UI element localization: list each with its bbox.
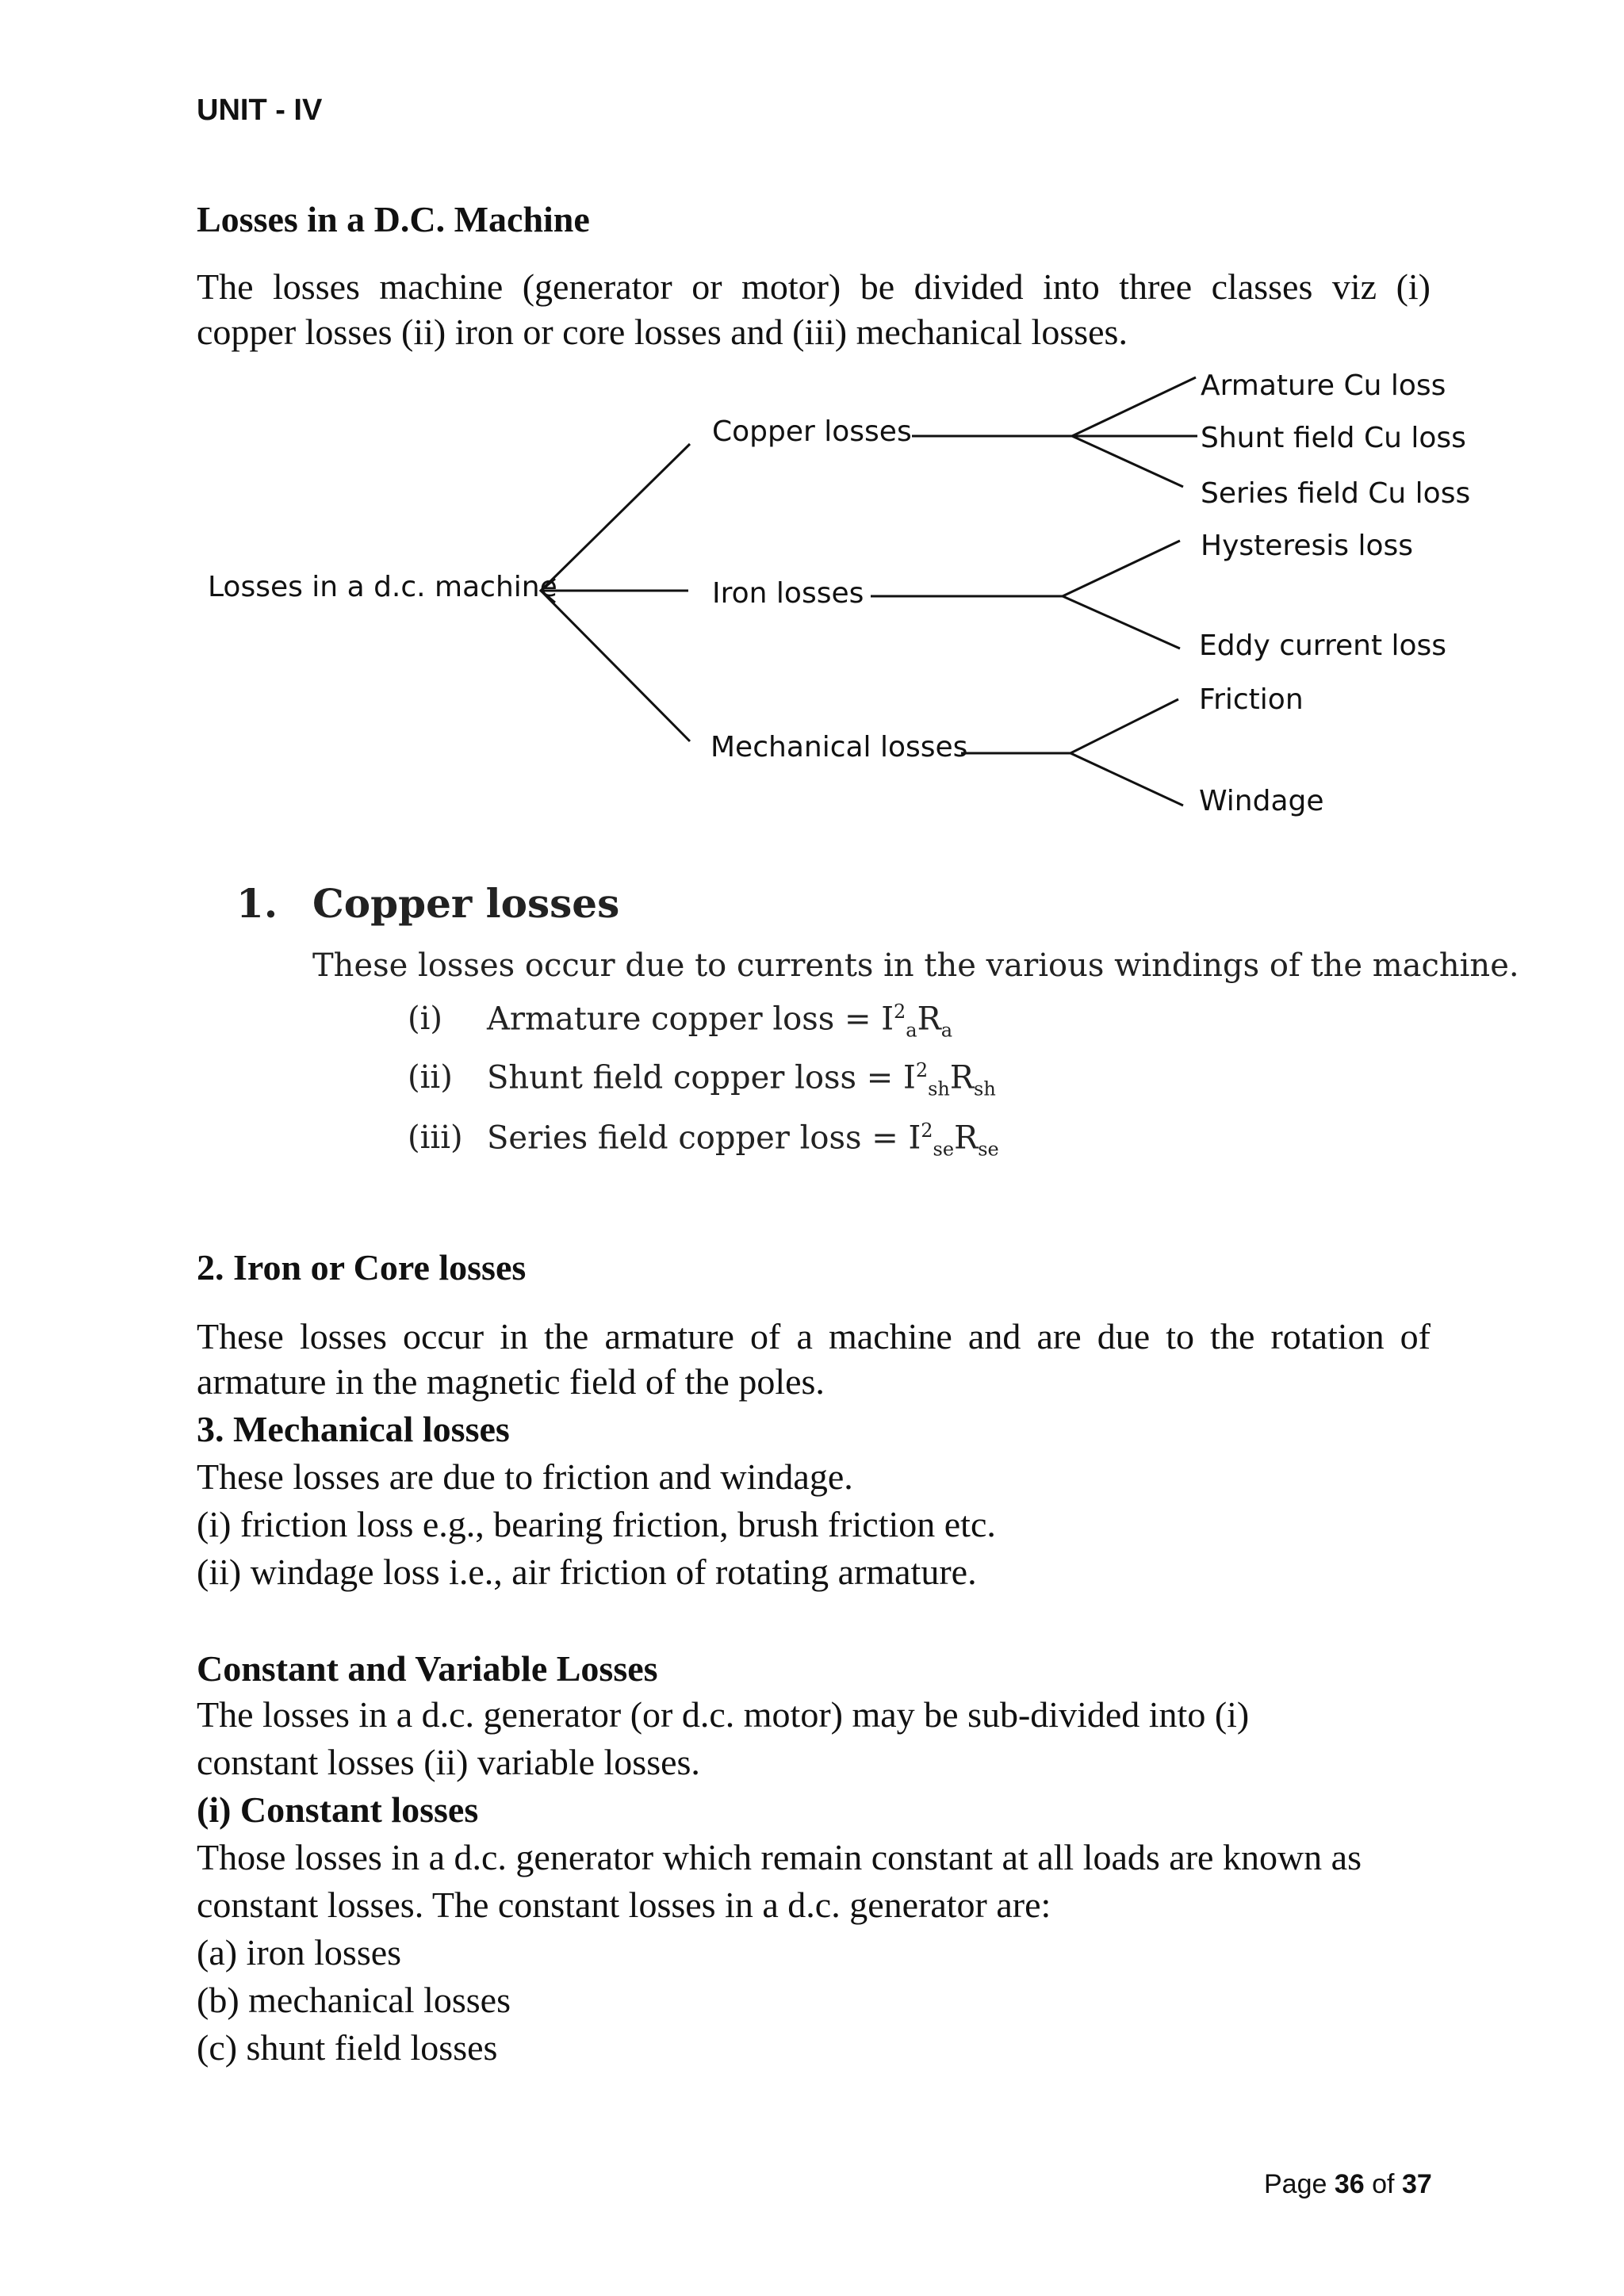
diagram-root-label: Losses in a d.c. machine	[208, 571, 557, 603]
copper-item-r: R	[917, 1001, 941, 1038]
diagram-leaf-series-cu: Series field Cu loss	[1201, 477, 1471, 510]
constant-loss-item-iron: (a) iron losses	[197, 1932, 402, 1973]
diagram-leaf-friction: Friction	[1199, 683, 1304, 716]
diagram-leaf-hysteresis: Hysteresis loss	[1201, 530, 1414, 562]
mechanical-section-title: 3. Mechanical losses	[197, 1409, 510, 1449]
copper-item-text: Shunt field copper loss = I	[487, 1059, 916, 1096]
diagram-branch-copper: Copper losses	[712, 415, 912, 448]
copper-item-sub: se	[933, 1138, 955, 1161]
page-number-total: 37	[1401, 2169, 1432, 2199]
copper-item-sup: 2	[915, 1059, 929, 1081]
constant-variable-line-3: Those losses in a d.c. generator which remain constant at all loads are known as	[197, 1837, 1362, 1877]
page-number	[1264, 2169, 1432, 2200]
constant-loss-item-mechanical: (b) mechanical losses	[197, 1980, 511, 2020]
copper-item-armature	[408, 1001, 952, 1041]
diagram-branch-iron: Iron losses	[712, 577, 864, 610]
iron-hysteresis-connector	[1063, 541, 1180, 596]
mechanical-friction-connector	[1071, 699, 1178, 753]
copper-item-sup: 2	[921, 1119, 933, 1142]
iron-line-2: armature in the magnetic field of the poles.	[197, 1361, 825, 1402]
mechanical-windage-connector	[1071, 753, 1183, 806]
copper-item-sub: a	[940, 1019, 953, 1042]
copper-item-number: (i)	[408, 1001, 443, 1038]
copper-item-number: (ii)	[408, 1059, 453, 1096]
page-number-current: 36	[1334, 2169, 1365, 2199]
copper-armature-connector	[1072, 377, 1196, 436]
unit-heading: UNIT - IV	[197, 94, 323, 127]
iron-eddy-connector	[1063, 596, 1180, 649]
iron-line-1: These losses occur in the armature of a machine and are due to the rotation of	[197, 1316, 1431, 1357]
diagram-leaf-shunt-cu: Shunt field Cu loss	[1201, 422, 1466, 454]
intro-line-1: The losses machine (generator or motor) be divided into three classes viz (i)	[197, 266, 1431, 307]
copper-section-title: Copper losses	[312, 880, 620, 927]
copper-section-number: 1.	[236, 880, 278, 927]
diagram-leaf-armature-cu: Armature Cu loss	[1201, 369, 1446, 402]
copper-item-series	[408, 1119, 999, 1160]
iron-section-title: 2. Iron or Core losses	[197, 1247, 527, 1288]
copper-item-r: R	[949, 1059, 975, 1096]
mechanical-line-1: These losses are due to friction and windage.	[197, 1456, 853, 1497]
intro-line-2: copper losses (ii) iron or core losses and (iii) mechanical losses.	[197, 312, 1128, 352]
constant-variable-title: Constant and Variable Losses	[197, 1648, 658, 1689]
constant-loss-item-shunt: (c) shunt field losses	[197, 2027, 498, 2068]
copper-section-heading	[236, 880, 619, 927]
copper-item-sub: a	[906, 1019, 917, 1042]
copper-section-text: These losses occur due to currents in the various windings of the machine.	[312, 947, 1519, 984]
copper-item-sub: sh	[928, 1077, 950, 1100]
constant-variable-line-4: constant losses. The constant losses in a d.c. generator are:	[197, 1885, 1051, 1925]
copper-item-sub: sh	[974, 1077, 996, 1100]
copper-series-connector	[1072, 436, 1183, 487]
mechanical-line-3: (ii) windage loss i.e., air friction of rotating armature.	[197, 1552, 977, 1592]
mechanical-line-2: (i) friction loss e.g., bearing friction, brush friction etc.	[197, 1504, 996, 1544]
section-title-losses: Losses in a D.C. Machine	[197, 199, 590, 239]
copper-item-number: (iii)	[408, 1119, 463, 1157]
constant-losses-subtitle: (i) Constant losses	[197, 1789, 479, 1830]
copper-item-r: R	[954, 1119, 979, 1157]
root-mechanical-connector	[541, 591, 690, 741]
copper-item-shunt	[408, 1059, 996, 1100]
constant-variable-line-1: The losses in a d.c. generator (or d.c. motor) may be sub-divided into (i)	[197, 1694, 1250, 1735]
copper-item-sub: se	[978, 1138, 999, 1161]
page-number-of: of	[1372, 2169, 1395, 2199]
diagram-leaf-eddy: Eddy current loss	[1199, 629, 1447, 662]
diagram-leaf-windage: Windage	[1199, 785, 1324, 817]
page-number-prefix: Page	[1264, 2169, 1327, 2199]
copper-item-sup: 2	[894, 1001, 906, 1023]
root-copper-connector	[541, 444, 690, 591]
copper-item-text: Armature copper loss = I	[487, 1001, 894, 1038]
constant-variable-line-2: constant losses (ii) variable losses.	[197, 1742, 700, 1782]
diagram-branch-mechanical: Mechanical losses	[710, 731, 968, 763]
copper-item-text: Series field copper loss = I	[487, 1119, 921, 1157]
